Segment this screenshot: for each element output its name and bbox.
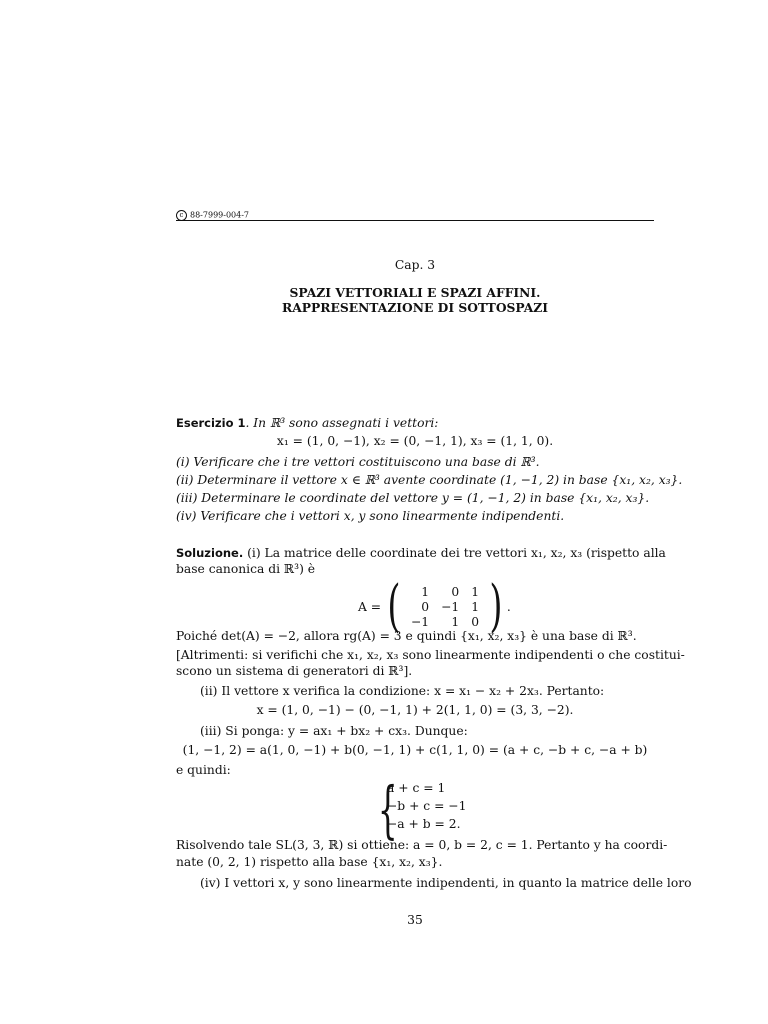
solution-line6: (ii) Il vettore x verifica la condizione: x = x₁ − x₂ + 2x₃. Pertanto: bbox=[200, 684, 605, 698]
chapter-label: Cap. 3 bbox=[394, 258, 436, 272]
matrix-A bbox=[358, 574, 511, 639]
solution-line2: base canonica di ℝ³) è bbox=[176, 562, 316, 576]
page-number: 35 bbox=[407, 913, 423, 927]
solution-line12: nate (0, 2, 1) rispetto alla base {x₁, x₂, x₃}. bbox=[176, 855, 443, 869]
exercise-item-4: (iv) Verificare che i vettori x, y sono linearmente indipendenti. bbox=[176, 509, 565, 523]
matrix-end: . bbox=[506, 600, 511, 614]
solution-line3: Poiché det(A) = −2, allora rg(A) = 3 e quindi {x₁, x₂, x₃} è una base di ℝ³. bbox=[176, 629, 637, 643]
chapter-title-line1: SPAZI VETTORIALI E SPAZI AFFINI. bbox=[289, 285, 541, 300]
exercise-intro-text: . In ℝ³ sono assegnati i vettori: bbox=[245, 416, 439, 430]
matrix-row bbox=[405, 600, 485, 615]
solution-line1-text: (i) La matrice delle coordinate dei tre vettori x₁, x₂, x₃ (rispetto alla bbox=[243, 546, 666, 560]
matrix-cell: 1 bbox=[451, 615, 460, 629]
matrix-cell: 1 bbox=[471, 600, 480, 614]
matrix-cell: 0 bbox=[471, 615, 480, 629]
copyright-icon: c bbox=[176, 210, 187, 221]
solution-line11: Risolvendo tale SL(3, 3, ℝ) si ottiene: a = 0, b = 2, c = 1. Pertanto y ha coordi- bbox=[176, 838, 668, 852]
matrix-cell: 1 bbox=[471, 585, 480, 599]
matrix-row bbox=[405, 615, 485, 630]
exercise-label: Esercizio 1 bbox=[176, 416, 246, 430]
exercise-intro bbox=[176, 416, 654, 430]
exercise-item-2: (ii) Determinare il vettore x ∈ ℝ³ avente coordinate (1, −1, 2) in base {x₁, x₂, x₃}. bbox=[176, 473, 683, 487]
solution-label: Soluzione. bbox=[176, 546, 244, 560]
left-brace-icon: { bbox=[377, 773, 398, 846]
system-eq-2: −b + c = −1 bbox=[387, 799, 467, 813]
exercise-item-3: (iii) Determinare le coordinate del vettore y = (1, −1, 2) in base {x₁, x₂, x₃}. bbox=[176, 491, 650, 505]
solution-line10: e quindi: bbox=[176, 763, 231, 777]
right-paren-icon: ) bbox=[489, 574, 503, 639]
matrix-cell: 0 bbox=[421, 600, 430, 614]
system-eq-3: −a + b = 2. bbox=[387, 817, 461, 831]
solution-line8: (iii) Si ponga: y = ax₁ + bx₂ + cx₃. Dunque: bbox=[200, 724, 468, 738]
solution-line4: [Altrimenti: si verifichi che x₁, x₂, x₃ sono linearmente indipendenti o che costitui- bbox=[176, 648, 685, 662]
matrix-cell: −1 bbox=[441, 600, 460, 614]
matrix-cell: 0 bbox=[451, 585, 460, 599]
solution-line9: (1, −1, 2) = a(1, 0, −1) + b(0, −1, 1) + c(1, 1, 0) = (a + c, −b + c, −a + b) bbox=[182, 743, 648, 757]
system-eq-1: a + c = 1 bbox=[387, 781, 446, 795]
chapter-title-line2: RAPPRESENTAZIONE DI SOTTOSPAZI bbox=[281, 300, 549, 315]
matrix-cell: −1 bbox=[410, 615, 430, 629]
solution-line5: scono un sistema di generatori di ℝ³]. bbox=[176, 664, 413, 678]
solution-line1 bbox=[176, 546, 666, 560]
page-header bbox=[176, 210, 654, 221]
matrix-row bbox=[405, 585, 485, 600]
isbn: 88-7999-004-7 bbox=[190, 210, 250, 220]
solution-line7: x = (1, 0, −1) − (0, −1, 1) + 2(1, 1, 0) = (3, 3, −2). bbox=[256, 703, 574, 717]
exercise-item-1: (i) Verificare che i tre vettori costituiscono una base di ℝ³. bbox=[176, 455, 540, 469]
matrix-table bbox=[405, 585, 485, 630]
solution-line13: (iv) I vettori x, y sono linearmente indipendenti, in quanto la matrice delle loro bbox=[200, 876, 692, 890]
matrix-cell: 1 bbox=[421, 585, 430, 599]
exercise-vectors: x₁ = (1, 0, −1), x₂ = (0, −1, 1), x₃ = (1, 1, 0). bbox=[276, 434, 554, 448]
left-paren-icon: ( bbox=[387, 574, 401, 639]
matrix-lhs: A = bbox=[358, 600, 382, 614]
